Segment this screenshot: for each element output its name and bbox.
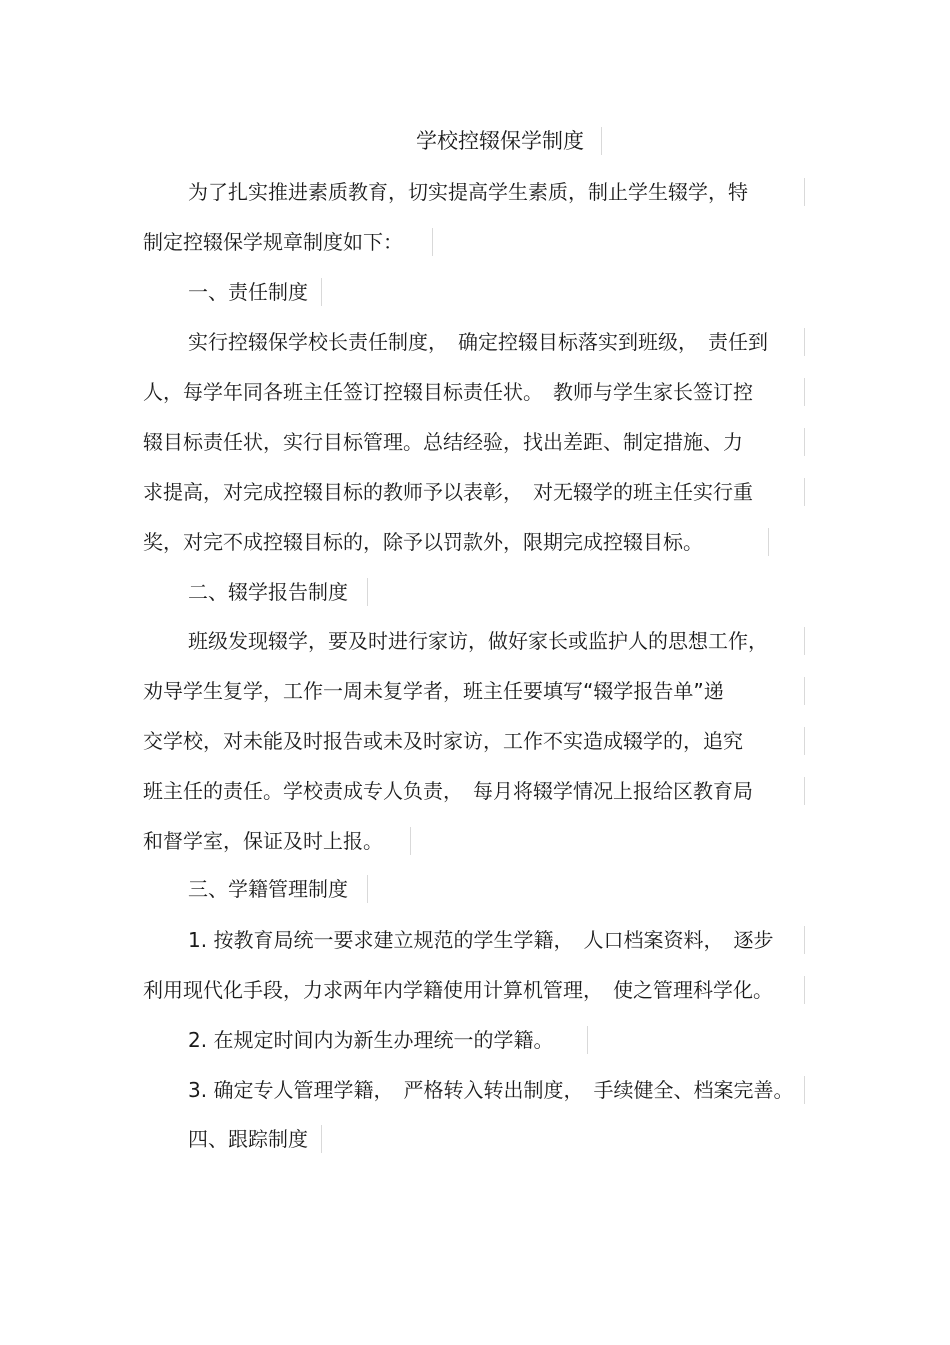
paragraph-line (143, 425, 805, 459)
paragraph-text: 班级发现辍学，要及时进行家访，做好家长或监护人的思想工作， (188, 629, 768, 653)
paragraph-line (143, 824, 411, 858)
paragraph-line (188, 624, 805, 658)
section-heading (188, 275, 322, 309)
paragraph-text: 人，每学年同各班主任签订控辍目标责任状。 教师与学生家长签订控 (143, 380, 753, 404)
paragraph-line (188, 1073, 805, 1107)
document-title-text: 学校控辍保学制度 (416, 129, 584, 153)
paragraph-text: 辍目标责任状，实行目标管理。总结经验，找出差距、制定措施、力 (143, 430, 743, 454)
paragraph-text: 实行控辍保学校长责任制度， 确定控辍目标落实到班级， 责任到 (188, 330, 768, 354)
paragraph-line (188, 175, 805, 209)
paragraph-text: 和督学室，保证及时上报。 (143, 829, 383, 853)
paragraph-text: 班主任的责任。学校责成专人负责， 每月将辍学情况上报给区教育局 (143, 779, 753, 803)
paragraph-text: 求提高，对完成控辍目标的教师予以表彰， 对无辍学的班主任实行重 (143, 480, 753, 504)
paragraph-line (143, 225, 433, 259)
paragraph-text: 2. 在规定时间内为新生办理统一的学籍。 (188, 1028, 554, 1052)
paragraph-line (143, 774, 805, 808)
paragraph-line (188, 923, 805, 957)
section-heading-text: 四、跟踪制度 (188, 1127, 308, 1151)
section-heading-text: 三、学籍管理制度 (188, 877, 348, 901)
paragraph-line (143, 724, 805, 758)
paragraph-line (143, 475, 805, 509)
paragraph-text: 1. 按教育局统一要求建立规范的学生学籍， 人口档案资料， 逐步 (188, 928, 774, 952)
paragraph-line (143, 674, 805, 708)
paragraph-text: 利用现代化手段，力求两年内学籍使用计算机管理， 使之管理科学化。 (143, 978, 773, 1002)
section-heading (188, 872, 368, 906)
section-heading (188, 575, 368, 609)
paragraph-text: 3. 确定专人管理学籍， 严格转入转出制度， 手续健全、档案完善。 (188, 1078, 794, 1102)
paragraph-text: 制定控辍保学规章制度如下： (143, 230, 403, 254)
section-heading-text: 二、辍学报告制度 (188, 580, 348, 604)
paragraph-text: 交学校，对未能及时报告或未及时家访，工作不实造成辍学的，追究 (143, 729, 743, 753)
paragraph-line (188, 325, 805, 359)
paragraph-line (143, 375, 805, 409)
paragraph-text: 奖，对完不成控辍目标的，除予以罚款外，限期完成控辍目标。 (143, 530, 703, 554)
paragraph-line (188, 1023, 588, 1057)
paragraph-text: 劝导学生复学，工作一周未复学者，班主任要填写“辍学报告单”递 (143, 679, 724, 703)
document-title (398, 124, 602, 158)
paragraph-text: 为了扎实推进素质教育，切实提高学生素质，制止学生辍学，特 (188, 180, 748, 204)
section-heading (188, 1122, 322, 1156)
section-heading-text: 一、责任制度 (188, 280, 308, 304)
paragraph-line (143, 973, 805, 1007)
paragraph-line (143, 525, 769, 559)
